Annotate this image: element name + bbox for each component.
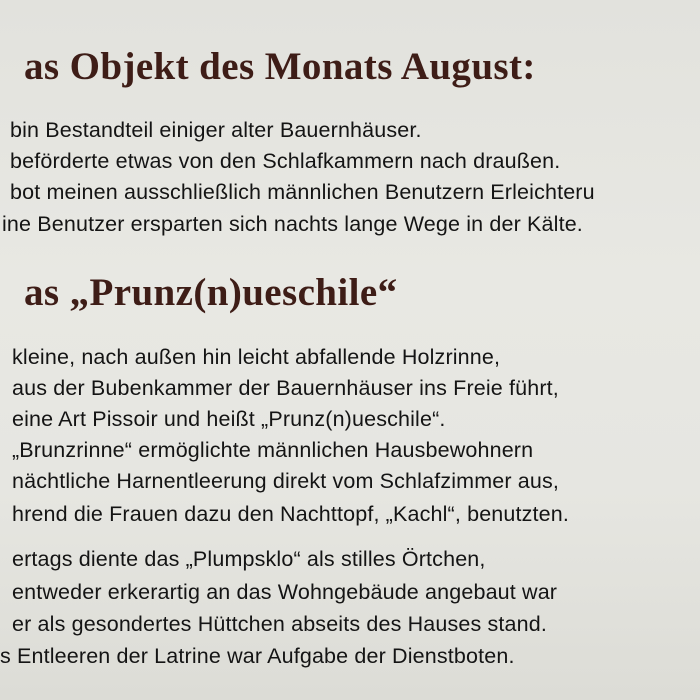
body-line-6: hrend die Frauen dazu den Nachttopf, „Kachl“, benutzten. (12, 502, 569, 526)
intro-line-1: bin Bestandteil einiger alter Bauernhäuser. (10, 118, 422, 142)
body-line-5: nächtliche Harnentleerung direkt vom Schlafzimmer aus, (12, 469, 560, 493)
body-line-7: ertags diente das „Plumpsklo“ als stilles Örtchen, (12, 547, 486, 571)
intro-line-2: beförderte etwas von den Schlafkammern nach draußen. (10, 149, 561, 173)
body-line-3: eine Art Pissoir und heißt „Prunz(n)ueschile“. (12, 407, 446, 431)
body-line-9: er als gesondertes Hüttchen abseits des Hauses stand. (12, 612, 548, 636)
intro-line-4: ine Benutzer ersparten sich nachts lange Wege in der Kälte. (2, 212, 583, 236)
intro-line-3: bot meinen ausschließlich männlichen Benutzern Erleichteru (10, 180, 595, 204)
body-line-2: aus der Bubenkammer der Bauernhäuser ins Freie führt, (12, 376, 559, 400)
body-line-1: kleine, nach außen hin leicht abfallende Holzrinne, (12, 345, 501, 369)
heading-prunzueschile: as „Prunz(n)ueschile“ (24, 271, 398, 314)
heading-object-of-month: as Objekt des Monats August: (24, 45, 536, 88)
body-line-4: „Brunzrinne“ ermöglichte männlichen Hausbewohnern (12, 438, 534, 462)
body-line-10: s Entleeren der Latrine war Aufgabe der Dienstboten. (0, 644, 515, 668)
body-line-8: entweder erkerartig an das Wohngebäude angebaut war (12, 580, 558, 604)
